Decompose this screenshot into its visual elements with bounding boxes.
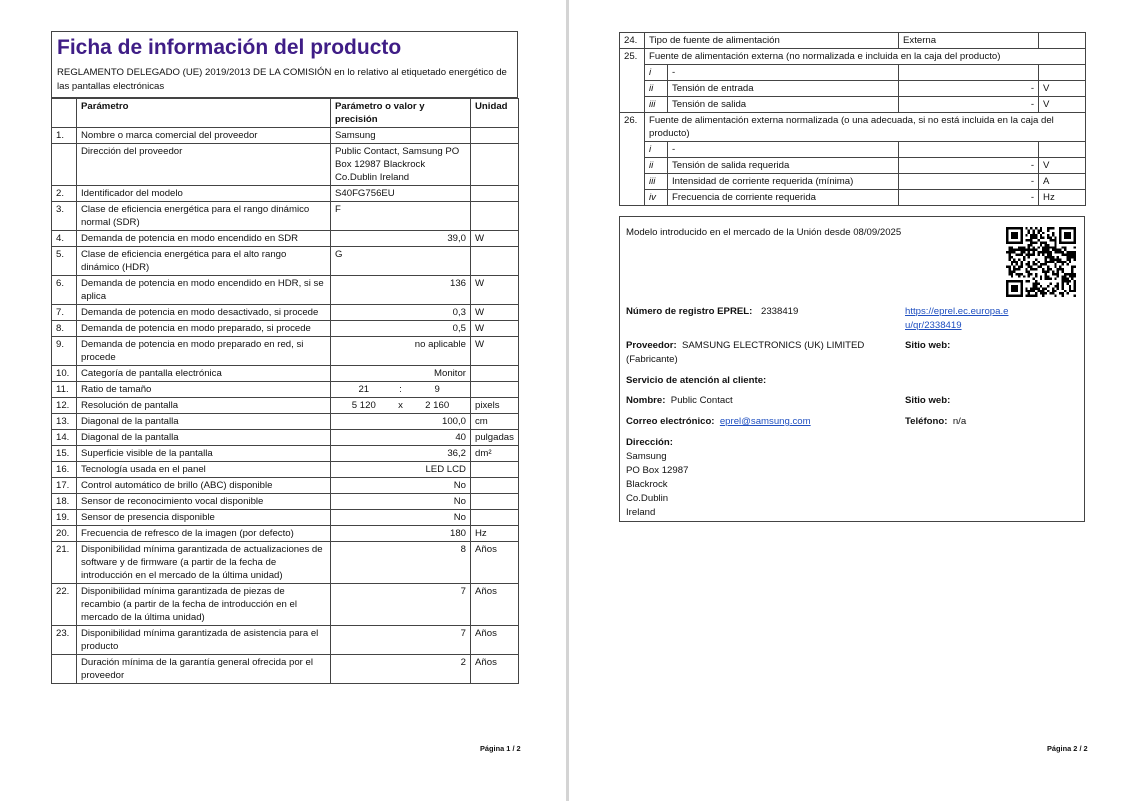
row-value: 39,0: [331, 231, 471, 247]
sub-value: [899, 65, 1039, 81]
sub-row: [620, 174, 1086, 190]
table-row: [52, 478, 519, 494]
row-unit: [471, 202, 519, 231]
sub-label: Tensión de salida: [668, 97, 899, 113]
row-parameter: Duración mínima de la garantía general ofrecida por el proveedor: [77, 655, 331, 684]
row-number: 17.: [52, 478, 77, 494]
sub-value: -: [899, 81, 1039, 97]
row-value: Public Contact, Samsung PO Box 12987 Blackrock Co.Dublin Ireland: [331, 144, 471, 186]
row-value: 0,5: [331, 321, 471, 337]
table-row: [52, 526, 519, 542]
table-row: [620, 49, 1086, 65]
resolution-values: [335, 399, 466, 412]
row-number: 8.: [52, 321, 77, 337]
row-unit: [471, 382, 519, 398]
row-number: 10.: [52, 366, 77, 382]
table-row: [52, 494, 519, 510]
row-parameter: Identificador del modelo: [77, 186, 331, 202]
sub-roman: iii: [645, 174, 668, 190]
sub-label: Tensión de entrada: [668, 81, 899, 97]
resolution-sep: x: [398, 400, 403, 411]
sub-label: Tensión de salida requerida: [668, 158, 899, 174]
ratio-sep: :: [399, 384, 402, 395]
row-number: 22.: [52, 584, 77, 626]
row-number: 23.: [52, 626, 77, 655]
row-number: 3.: [52, 202, 77, 231]
row-number: 15.: [52, 446, 77, 462]
row-unit: [471, 128, 519, 144]
table-row: [52, 144, 519, 186]
sub-value: -: [899, 174, 1039, 190]
row-parameter: Diagonal de la pantalla: [77, 414, 331, 430]
table-row: [52, 542, 519, 584]
row-value: Monitor: [331, 366, 471, 382]
row-unit: [1039, 33, 1086, 49]
table-row: [52, 655, 519, 684]
ratio-values: [335, 383, 466, 396]
row-unit: dm²: [471, 446, 519, 462]
row-value: 0,3: [331, 305, 471, 321]
ratio-b: 9: [434, 384, 440, 395]
row-parameter: Frecuencia de refresco de la imagen (por defecto): [77, 526, 331, 542]
row-unit: Años: [471, 542, 519, 584]
sub-value: -: [899, 190, 1039, 206]
address-label: Dirección:: [626, 437, 673, 448]
page-footer-1: Página 1 / 2: [480, 744, 521, 753]
eprel-link[interactable]: https://eprel.ec.europa.eu/qr/2338419: [905, 306, 1009, 331]
row-parameter: Disponibilidad mínima garantizada de asistencia para el producto: [77, 626, 331, 655]
row-unit: [471, 478, 519, 494]
row-value: No: [331, 478, 471, 494]
address-line: Co.Dublin: [626, 493, 669, 504]
table-row: [52, 186, 519, 202]
row-number: [52, 144, 77, 186]
row-number: 6.: [52, 276, 77, 305]
address-lines: [626, 450, 688, 520]
row-label: Tipo de fuente de alimentación: [645, 33, 899, 49]
sub-unit: V: [1039, 81, 1086, 97]
row-number: 24.: [620, 33, 645, 49]
row-number: 4.: [52, 231, 77, 247]
table-row: [52, 202, 519, 231]
sub-label: Frecuencia de corriente requerida: [668, 190, 899, 206]
row-parameter: Diagonal de la pantalla: [77, 430, 331, 446]
address-line: Blackrock: [626, 479, 668, 490]
sub-roman: iii: [645, 97, 668, 113]
table-row: [620, 113, 1086, 142]
row-value: 100,0: [331, 414, 471, 430]
row-parameter: Tecnología usada en el panel: [77, 462, 331, 478]
table-row: [52, 366, 519, 382]
row-number: 20.: [52, 526, 77, 542]
row-parameter: Ratio de tamaño: [77, 382, 331, 398]
row-parameter: Demanda de potencia en modo encendido en SDR: [77, 231, 331, 247]
sub-row: [620, 142, 1086, 158]
row-value: 40: [331, 430, 471, 446]
name-value: Public Contact: [670, 395, 733, 406]
provider-label: Proveedor:: [626, 340, 677, 351]
provider-website-label: Sitio web:: [905, 340, 951, 351]
provider-value: SAMSUNG ELECTRONICS (UK) LIMITED (Fabricante): [626, 340, 865, 365]
provider-block: [626, 339, 902, 367]
row-unit: [471, 247, 519, 276]
email-label: Correo electrónico:: [626, 416, 715, 427]
row-number: 19.: [52, 510, 77, 526]
col-header-parameter: Parámetro: [77, 99, 331, 128]
row-unit: Hz: [471, 526, 519, 542]
sub-unit: [1039, 142, 1086, 158]
row-unit: W: [471, 276, 519, 305]
row-parameter: Disponibilidad mínima garantizada de piezas de recambio (a partir de la fecha de introducción en el mercado de la última unidad): [77, 584, 331, 626]
table-row: [52, 584, 519, 626]
col-header-unit: Unidad: [471, 99, 519, 128]
table-row: [52, 510, 519, 526]
regulation-subtitle: REGLAMENTO DELEGADO (UE) 2019/2013 DE LA COMISIÓN en lo relativo al etiquetado energético de las pantallas electrónicas: [51, 62, 518, 98]
row-unit: W: [471, 337, 519, 366]
row-value: 7: [331, 584, 471, 626]
address-line: Ireland: [626, 507, 656, 518]
table-row: [52, 414, 519, 430]
sub-value: [899, 142, 1039, 158]
row-unit: W: [471, 321, 519, 337]
row-parameter: Dirección del proveedor: [77, 144, 331, 186]
phone-label: Teléfono:: [905, 416, 948, 427]
row-value: 36,2: [331, 446, 471, 462]
sub-value: -: [899, 97, 1039, 113]
row-number: 16.: [52, 462, 77, 478]
row-number: 7.: [52, 305, 77, 321]
page-1: [0, 0, 566, 801]
qr-code-icon[interactable]: [1006, 227, 1076, 297]
table-row: [52, 321, 519, 337]
sub-row: [620, 158, 1086, 174]
row-parameter: Control automático de brillo (ABC) disponible: [77, 478, 331, 494]
sub-unit: A: [1039, 174, 1086, 190]
row-number: [52, 655, 77, 684]
row-unit: [471, 186, 519, 202]
phone-block: [905, 415, 966, 429]
row-value: G: [331, 247, 471, 276]
row-parameter: Clase de eficiencia energética para el rango dinámico normal (SDR): [77, 202, 331, 231]
row-unit: Años: [471, 655, 519, 684]
table-row: [52, 446, 519, 462]
row-unit: W: [471, 305, 519, 321]
sub-label: -: [668, 65, 899, 81]
resolution-b: 2 160: [425, 400, 450, 411]
ratio-a: 21: [358, 384, 370, 395]
row-value: [331, 382, 471, 398]
table-row: [52, 337, 519, 366]
row-unit: W: [471, 231, 519, 247]
market-date: Modelo introducido en el mercado de la Unión desde 08/09/2025: [626, 227, 902, 238]
row-value: F: [331, 202, 471, 231]
sub-unit: Hz: [1039, 190, 1086, 206]
col-header-value: Parámetro o valor y precisión: [331, 99, 471, 128]
email-link[interactable]: eprel@samsung.com: [719, 416, 811, 427]
sub-row: [620, 65, 1086, 81]
customer-service-label: Servicio de atención al cliente:: [626, 375, 767, 386]
row-parameter: Demanda de potencia en modo encendido en HDR, si se aplica: [77, 276, 331, 305]
sub-roman: i: [645, 142, 668, 158]
table-header-row: [52, 99, 519, 128]
row-value: 2: [331, 655, 471, 684]
resolution-a: 5 120: [351, 400, 376, 411]
row-value: No: [331, 494, 471, 510]
contact-name-block: [626, 394, 733, 408]
row-unit: [471, 366, 519, 382]
address-line: PO Box 12987: [626, 465, 689, 476]
row-number: 18.: [52, 494, 77, 510]
row-25-group: [620, 49, 1086, 113]
row-value: [331, 398, 471, 414]
sub-unit: V: [1039, 97, 1086, 113]
table-row: [52, 128, 519, 144]
row-number: 13.: [52, 414, 77, 430]
row-value: Externa: [899, 33, 1039, 49]
table-row: [52, 247, 519, 276]
parameters-table: [51, 98, 519, 684]
row-number: 21.: [52, 542, 77, 584]
eprel-link-wrap: [905, 305, 1015, 333]
sub-unit: [1039, 65, 1086, 81]
row-value: 8: [331, 542, 471, 584]
row-number: 11.: [52, 382, 77, 398]
phone-value: n/a: [952, 416, 967, 427]
sub-row: [620, 190, 1086, 206]
row-number: 26.: [620, 113, 645, 206]
sub-roman: ii: [645, 81, 668, 97]
row-unit: [471, 144, 519, 186]
row-unit: pixels: [471, 398, 519, 414]
row-unit: Años: [471, 626, 519, 655]
table-row: [52, 231, 519, 247]
sub-roman: iv: [645, 190, 668, 206]
row-parameter: Categoría de pantalla electrónica: [77, 366, 331, 382]
row-unit: Años: [471, 584, 519, 626]
table-row: [52, 305, 519, 321]
row-label: Fuente de alimentación externa (no normalizada e incluida en la caja del producto): [645, 49, 1086, 65]
eprel-info-box: [619, 216, 1085, 522]
sub-row: [620, 97, 1086, 113]
table-row: [620, 33, 1086, 49]
table-row: [52, 382, 519, 398]
row-number: 12.: [52, 398, 77, 414]
sub-row: [620, 81, 1086, 97]
sub-label: -: [668, 142, 899, 158]
row-value: LED LCD: [331, 462, 471, 478]
row-parameter: Demanda de potencia en modo preparado en red, si procede: [77, 337, 331, 366]
row-parameter: Demanda de potencia en modo preparado, si procede: [77, 321, 331, 337]
row-unit: [471, 462, 519, 478]
row-number: 14.: [52, 430, 77, 446]
row-number: 5.: [52, 247, 77, 276]
row-unit: pulgadas: [471, 430, 519, 446]
table-row: [52, 398, 519, 414]
sub-roman: ii: [645, 158, 668, 174]
service-website-label: Sitio web:: [905, 395, 951, 406]
row-value: no aplicable: [331, 337, 471, 366]
email-block: [626, 415, 811, 429]
row-parameter: Resolución de pantalla: [77, 398, 331, 414]
product-info-sheet: [51, 31, 518, 684]
table-row: [52, 462, 519, 478]
power-supply-table: [619, 32, 1086, 206]
row-label: Fuente de alimentación externa normalizada (o una adecuada, si no está incluida en la caja del producto): [645, 113, 1086, 142]
row-number: 25.: [620, 49, 645, 113]
sub-unit: V: [1039, 158, 1086, 174]
sheet-title: Ficha de información del producto: [51, 31, 518, 62]
row-value: 180: [331, 526, 471, 542]
table-row: [52, 626, 519, 655]
name-label: Nombre:: [626, 395, 666, 406]
row-unit: cm: [471, 414, 519, 430]
row-parameter: Sensor de reconocimiento vocal disponible: [77, 494, 331, 510]
row-unit: [471, 510, 519, 526]
row-value: 7: [331, 626, 471, 655]
row-parameter: Demanda de potencia en modo desactivado, si procede: [77, 305, 331, 321]
row-value: 136: [331, 276, 471, 305]
row-unit: [471, 494, 519, 510]
sub-label: Intensidad de corriente requerida (mínima): [668, 174, 899, 190]
row-number: 2.: [52, 186, 77, 202]
page-footer-2: Página 2 / 2: [1047, 744, 1088, 753]
row-number: 1.: [52, 128, 77, 144]
table-row: [52, 430, 519, 446]
row-parameter: Superficie visible de la pantalla: [77, 446, 331, 462]
parameters-body: [52, 128, 519, 684]
sub-value: -: [899, 158, 1039, 174]
row-value: No: [331, 510, 471, 526]
eprel-number: 2338419: [761, 306, 799, 317]
table-row: [52, 276, 519, 305]
row-parameter: Nombre o marca comercial del proveedor: [77, 128, 331, 144]
sub-roman: i: [645, 65, 668, 81]
row-value: S40FG756EU: [331, 186, 471, 202]
row-value: Samsung: [331, 128, 471, 144]
row-number: 9.: [52, 337, 77, 366]
row-parameter: Sensor de presencia disponible: [77, 510, 331, 526]
row-parameter: Clase de eficiencia energética para el alto rango dinámico (HDR): [77, 247, 331, 276]
address-line: Samsung: [626, 451, 667, 462]
row-parameter: Disponibilidad mínima garantizada de actualizaciones de software y de firmware (a partir de la fecha de introducción en el mercado de la última unidad): [77, 542, 331, 584]
eprel-label: Número de registro EPREL:: [626, 306, 753, 317]
row-26-group: [620, 113, 1086, 206]
